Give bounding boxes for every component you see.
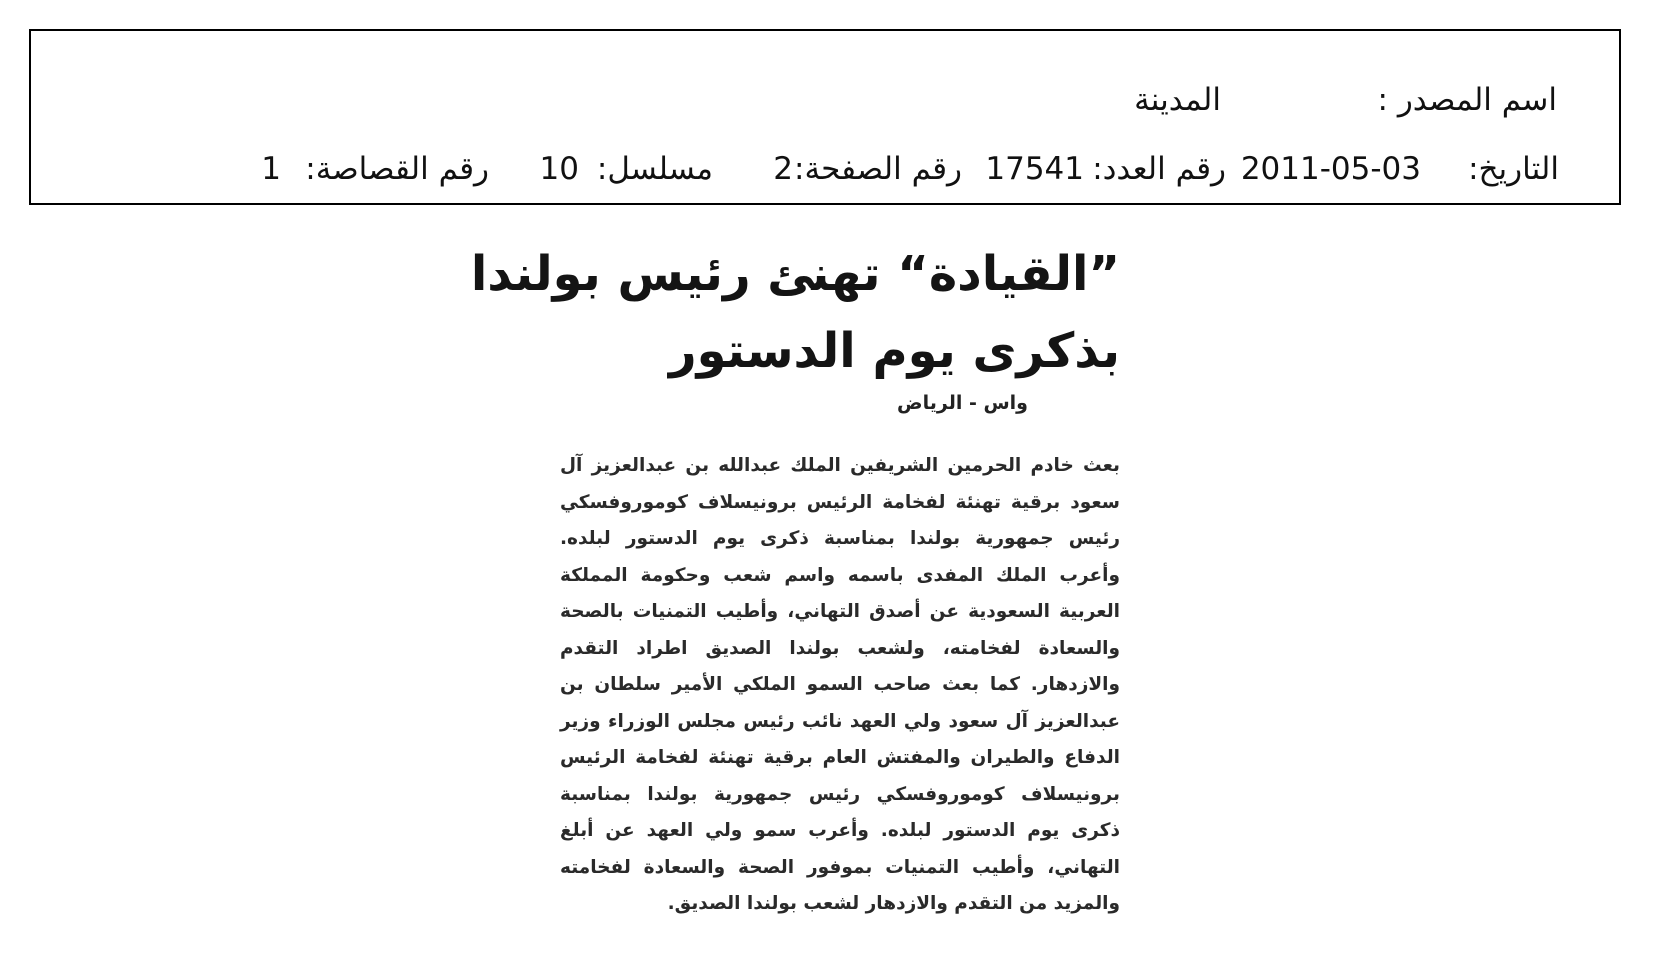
article-body-paragraph: بعث خادم الحرمين الشريفين الملك عبدالله بن عبدالعزيز آل سعود برقية تهنئة لفخامة الرئيس برونيسلاف كوموروفسكي رئيس جمهورية بولندا بمناسبة ذكرى يوم الدستور لبلده. وأعرب الملك المفدى باسمه واسم شعب وحكومة المملكة العربية السعودية عن أصدق التهاني، وأطيب التمنيات بالصحة والسعادة لفخامته، ولشعب بولندا الصديق اطراد التقدم والازدهار. كما بعث صاحب السمو الملكي الأمير سلطان بن عبدالعزيز آل سعود ولي العهد نائب رئيس مجلس الوزراء وزير الدفاع والطيران والمفتش العام برقية تهنئة لفخامة الرئيس برونيسلاف كوموروفسكي رئيس جمهورية بولندا بمناسبة ذكرى يوم الدستور لبلده. وأعرب سمو ولي العهد عن أبلغ التهاني، وأطيب التمنيات بموفور الصحة والسعادة لفخامته والمزيد من التقدم والازدهار لشعب بولندا الصديق. [560, 455, 1120, 914]
clip-value: 1 [261, 151, 281, 187]
serial-value: 10 [539, 151, 579, 187]
issue-label: رقم العدد: [1092, 151, 1226, 187]
headline-line-1: ”القيادة“ تهنئ رئيس بولندا [470, 246, 1120, 302]
page-label: رقم الصفحة: [794, 151, 962, 187]
byline: واس - الرياض [897, 392, 1028, 414]
serial-label: مسلسل: [596, 151, 713, 187]
issue-value: 17541 [985, 151, 1084, 187]
article-body [560, 448, 1120, 923]
date-label: التاريخ: [1468, 151, 1559, 187]
clipping-metadata-box [29, 29, 1621, 205]
source-value: المدينة [1134, 82, 1221, 118]
source-label: اسم المصدر : [1377, 82, 1557, 118]
clip-label: رقم القصاصة: [305, 151, 489, 187]
headline-line-2: بذكرى يوم الدستور [669, 323, 1120, 379]
date-value: 2011-05-03 [1240, 151, 1421, 187]
news-article [470, 228, 1120, 948]
page-value: 2 [773, 151, 793, 187]
